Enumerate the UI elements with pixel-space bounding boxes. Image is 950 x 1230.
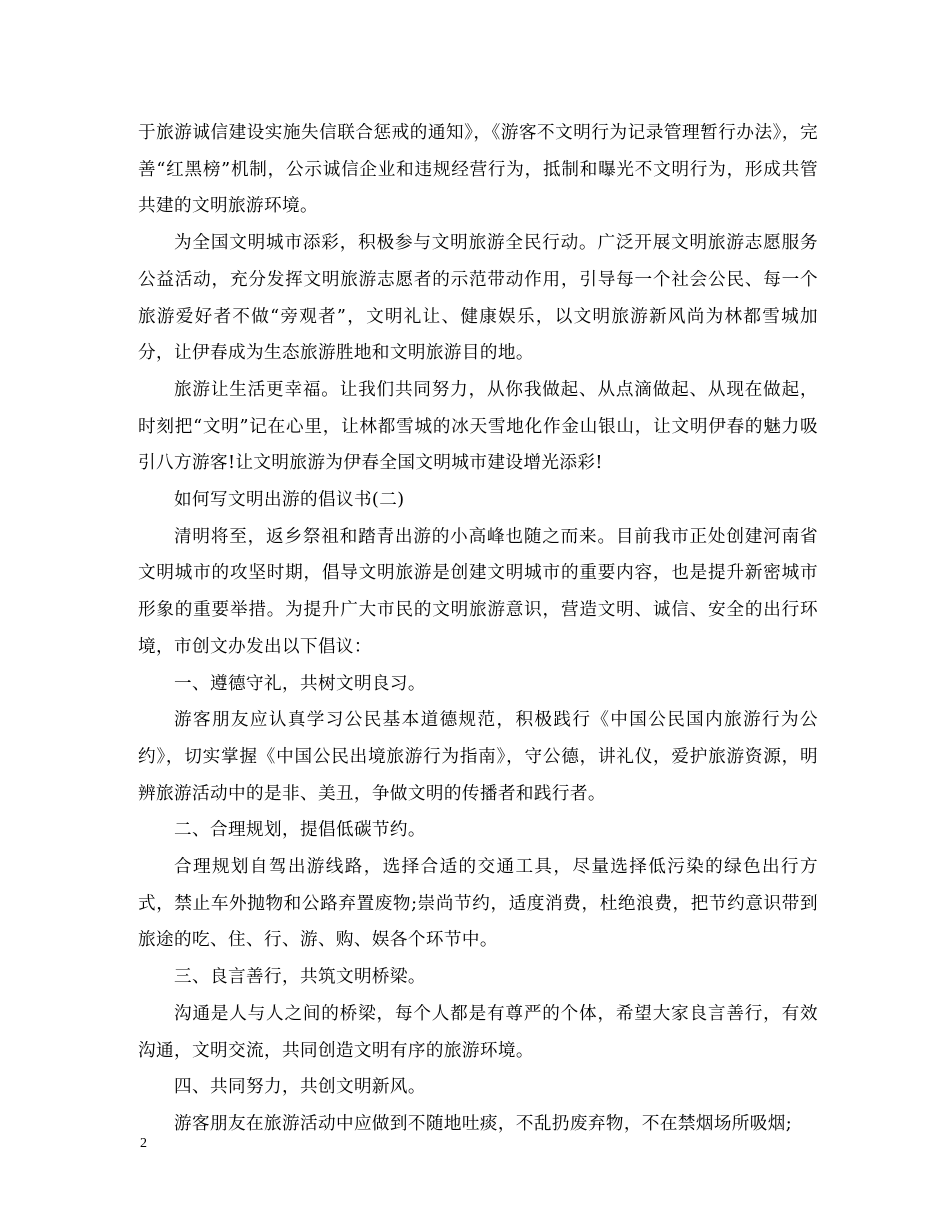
paragraph: 于旅游诚信建设实施失信联合惩戒的通知》，《游客不文明行为记录管理暂行办法》，完善“红黑榜”机制，公示诚信企业和违规经营行为，抵制和曝光不文明行为，形成共管共建的文明旅游环境。 [138, 123, 818, 217]
paragraph: 为全国文明城市添彩，积极参与文明旅游全民行动。广泛开展文明旅游志愿服务公益活动，充分发挥文明旅游志愿者的示范带动作用，引导每一个社会公民、每一个旅游爱好者不做“旁观者”，文明礼让、健康娱乐，以文明旅游新风尚为林都雪城加分，让伊春成为生态旅游胜地和文明旅游目的地。 [138, 233, 818, 364]
document-body [138, 115, 818, 1143]
section-heading: 四、共同努力，共创文明新风。 [174, 1077, 426, 1098]
section-heading: 二、合理规划，提倡低碳节约。 [174, 820, 426, 841]
paragraph: 旅游让生活更幸福。让我们共同努力，从你我做起、从点滴做起、从现在做起，时刻把“文明”记在心里，让林都雪城的冰天雪地化作金山银山，让文明伊春的魅力吸引八方游客!让文明旅游为伊春全国文明城市建设增光添彩! [138, 379, 818, 474]
paragraph: 清明将至，返乡祭祖和踏青出游的小高峰也随之而来。目前我市正处创建河南省文明城市的攻坚时期，倡导文明旅游是创建文明城市的重要内容，也是提升新密城市形象的重要举措。为提升广大市民的文明旅游意识，营造文明、诚信、安全的出行环境，市创文办发出以下倡议： [138, 526, 818, 657]
section-heading: 一、遵德守礼，共树文明良习。 [174, 673, 426, 694]
paragraph: 游客朋友在旅游活动中应做到不随地吐痰，不乱扔废弃物，不在禁烟场所吸烟; [174, 1113, 793, 1134]
paragraph: 沟通是人与人之间的桥梁，每个人都是有尊严的个体，希望大家良言善行，有效沟通，文明交流，共同创造文明有序的旅游环境。 [138, 1003, 818, 1061]
section-title: 如何写文明出游的倡议书(二) [174, 490, 405, 511]
paragraph: 合理规划自驾出游线路，选择合适的交通工具，尽量选择低污染的绿色出行方式，禁止车外抛物和公路弃置废物;崇尚节约，适度消费，杜绝浪费，把节约意识带到旅途的吃、住、行、游、购、娱各个环节中。 [138, 857, 818, 951]
section-heading: 三、良言善行，共筑文明桥梁。 [174, 967, 426, 988]
paragraph: 游客朋友应认真学习公民基本道德规范，积极践行《中国公民国内旅游行为公约》，切实掌握《中国公民出境旅游行为指南》，守公德，讲礼仪，爱护旅游资源，明辨旅游活动中的是非、美丑，争做文明的传播者和践行者。 [138, 710, 818, 804]
page-number: 2 [140, 1136, 147, 1151]
